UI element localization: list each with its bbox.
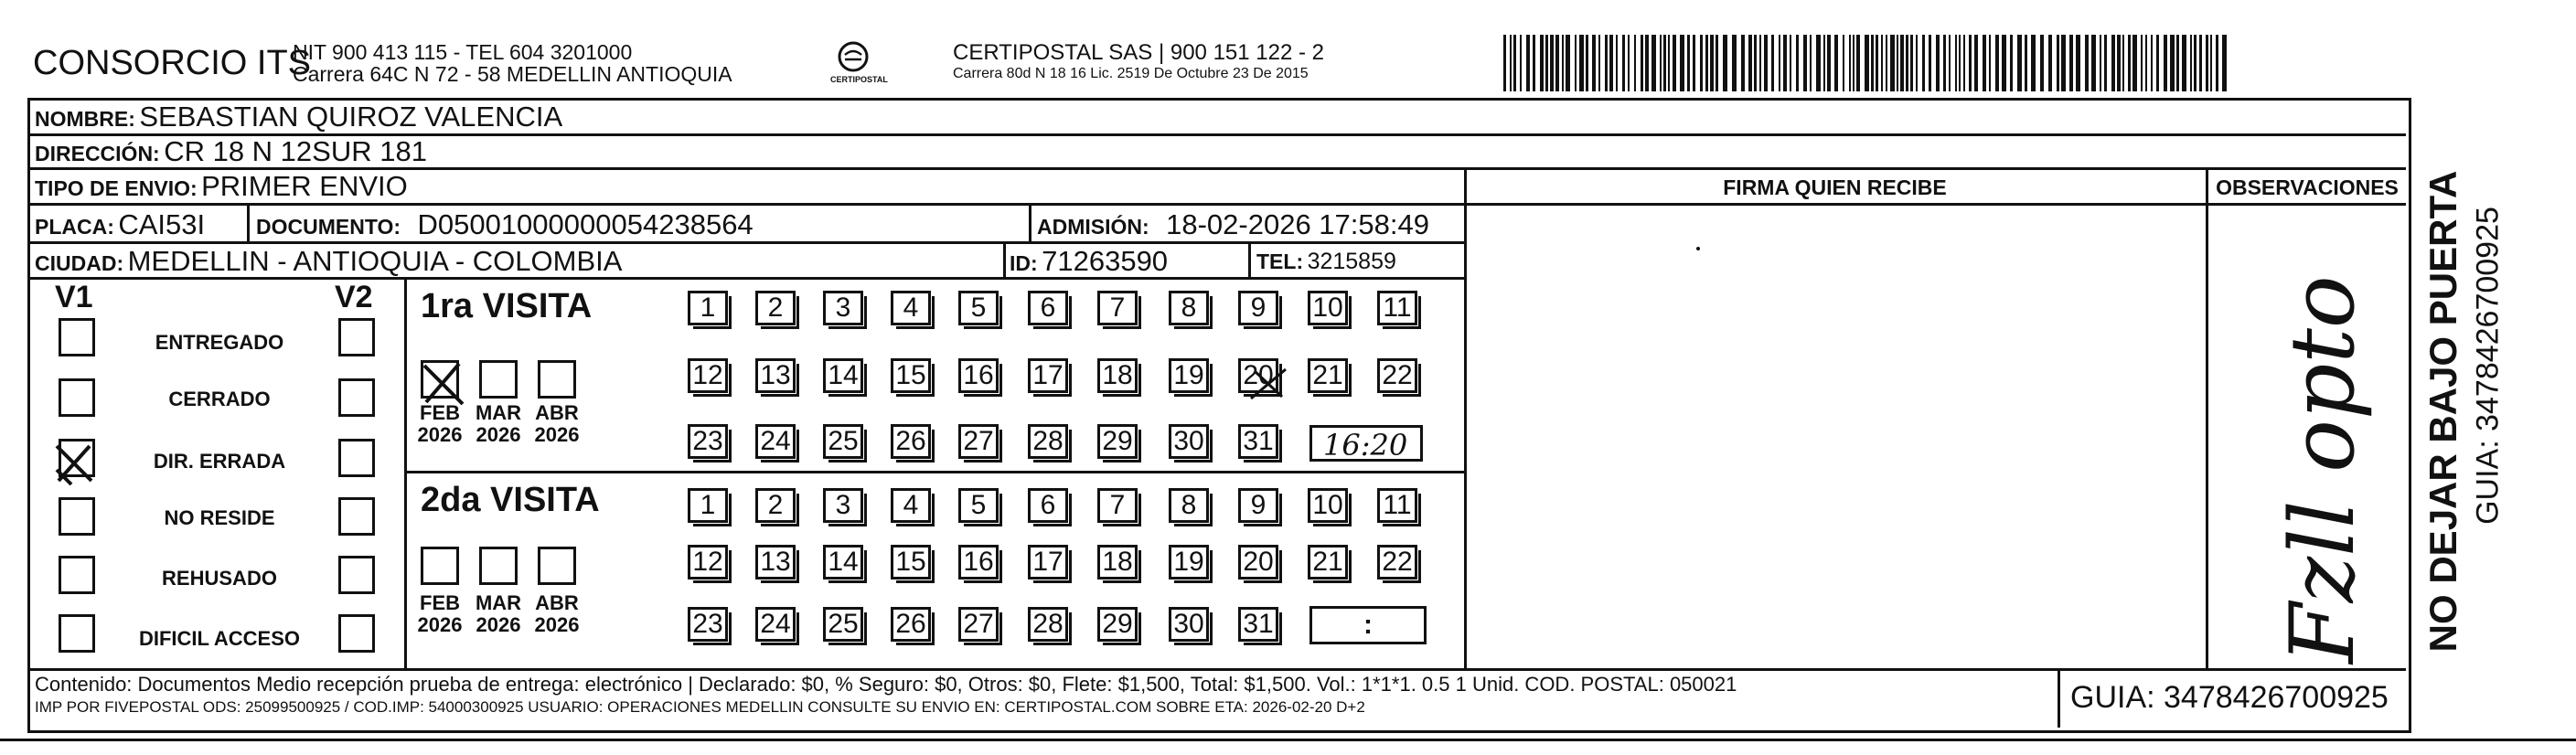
barcode-bar <box>2164 35 2167 91</box>
barcode-bar <box>1779 35 1780 91</box>
day-box[interactable]: 5 <box>958 488 999 523</box>
barcode-bar <box>2031 35 2036 91</box>
nombre-value: SEBASTIAN QUIROZ VALENCIA <box>139 101 563 133</box>
day-box[interactable]: 1 <box>688 488 728 523</box>
v1-checkbox[interactable] <box>59 378 95 417</box>
day-box[interactable]: 30 <box>1169 424 1209 459</box>
barcode-bar <box>2017 35 2022 91</box>
status-label: DIFICIL ACCESO <box>138 627 300 650</box>
barcode-bar <box>2156 35 2159 91</box>
day-box[interactable]: 21 <box>1308 545 1348 580</box>
year-label: 2026 <box>476 423 521 446</box>
v1-checkbox[interactable] <box>59 497 95 536</box>
barcode-bar <box>1853 35 1855 91</box>
barcode-bar <box>1983 35 1986 91</box>
day-box[interactable]: 5 <box>958 291 999 325</box>
day-box[interactable]: 29 <box>1097 424 1138 459</box>
v2-checkbox[interactable] <box>338 614 375 653</box>
tel-label: TEL: <box>1256 250 1304 273</box>
day-box[interactable]: 11 <box>1377 488 1417 523</box>
barcode-bar <box>1605 35 1608 91</box>
day-box[interactable]: 9 <box>1238 291 1278 325</box>
day-box[interactable]: 29 <box>1097 607 1138 642</box>
barcode-bar <box>1943 35 1946 91</box>
firma-header: FIRMA QUIEN RECIBE <box>1723 175 1947 199</box>
year-label: 2026 <box>534 423 580 446</box>
day-box[interactable]: 23 <box>688 424 728 459</box>
barcode-bar <box>2025 35 2027 91</box>
barcode-bar <box>1865 35 1869 91</box>
status-label: DIR. ERRADA <box>153 450 286 473</box>
barcode-bar <box>2117 35 2121 91</box>
barcode-bar <box>1783 35 1787 91</box>
barcode-bar <box>1827 35 1831 91</box>
id-value: 71263590 <box>1042 245 1169 277</box>
barcode-bar <box>1598 35 1600 91</box>
year-label: 2026 <box>417 613 463 636</box>
month-label: FEB <box>420 591 460 614</box>
barcode-bar <box>2151 35 2153 91</box>
admision-label: ADMISIÓN: <box>1037 215 1149 239</box>
day-box[interactable]: 16 <box>958 358 999 393</box>
day-box[interactable]: 6 <box>1028 291 1068 325</box>
barcode-bar <box>1616 35 1618 91</box>
barcode-bar <box>2076 35 2080 91</box>
month-label: MAR <box>475 591 522 614</box>
year-label: 2026 <box>534 613 580 636</box>
day-box[interactable]: 24 <box>755 424 796 459</box>
v2-checkbox[interactable] <box>338 318 375 356</box>
day-box[interactable]: 2 <box>755 291 796 325</box>
barcode-bar <box>1741 35 1745 91</box>
documento-value: D05001000000054238564 <box>417 208 754 240</box>
barcode-bar <box>1969 35 1972 91</box>
barcode-bar <box>2141 35 2143 91</box>
barcode-bar <box>2048 35 2052 91</box>
barcode-bar <box>1881 35 1883 91</box>
guia-rotated: GUIA: 3478426700925 <box>2470 207 2506 525</box>
barcode-bar <box>1796 35 1799 91</box>
barcode-bar <box>1916 35 1918 91</box>
month-checkbox[interactable] <box>479 360 518 399</box>
day-box[interactable]: 3 <box>823 291 863 325</box>
barcode-bar <box>1668 35 1670 91</box>
day-box[interactable]: 17 <box>1028 358 1068 393</box>
barcode-bar <box>1897 35 1898 91</box>
month-label: MAR <box>475 401 522 424</box>
barcode-bar <box>2069 35 2073 91</box>
v2-checkbox[interactable] <box>338 439 375 477</box>
month-label: ABR <box>535 591 579 614</box>
v1-label: V1 <box>55 280 93 314</box>
barcode-bar <box>1849 35 1851 91</box>
day-box[interactable]: 4 <box>891 291 931 325</box>
barcode-bar <box>1700 35 1703 91</box>
day-box[interactable]: 9 <box>1238 488 1278 523</box>
day-box[interactable]: 11 <box>1377 291 1417 325</box>
barcode-bar <box>1628 35 1630 91</box>
footer-guia: GUIA: 3478426700925 <box>2070 680 2389 715</box>
barcode-bar <box>2061 35 2066 91</box>
barcode-bar <box>1545 35 1548 91</box>
barcode-bar <box>2100 35 2101 91</box>
footer-line1: Contenido: Documentos Medio recepción prueba de entrega: electrónico | Declarado: $0, % Seguro: $0, Otros: $0, Flete: $1,500, Total: $1,500. Vol.: 1*1*1. 0.5 1 Unid. COD. POSTAL: 050021 <box>35 673 1737 696</box>
barcode-bar <box>1513 35 1516 91</box>
v1-checkbox[interactable] <box>59 556 95 594</box>
barcode-bar <box>1963 35 1965 91</box>
year-label: 2026 <box>417 423 463 446</box>
status-label: ENTREGADO <box>155 331 284 354</box>
barcode-bar <box>1645 35 1649 91</box>
day-box[interactable]: 3 <box>823 488 863 523</box>
barcode-bar <box>1929 35 1931 91</box>
first-visit-time: 16:20 <box>1323 428 1408 463</box>
barcode-bar <box>2111 35 2115 91</box>
direccion-label: DIRECCIÓN: <box>35 142 160 165</box>
id-label: ID: <box>1010 251 1038 275</box>
barcode-bar <box>1710 35 1714 91</box>
day-box[interactable]: 19 <box>1169 545 1209 580</box>
certipostal-line1: CERTIPOSTAL SAS | 900 151 122 - 2 <box>953 40 1324 65</box>
admision-value: 18-02-2026 17:58:49 <box>1166 208 1429 240</box>
day-box[interactable]: 8 <box>1169 488 1209 523</box>
barcode-bar <box>1856 35 1860 91</box>
barcode-bar <box>1609 35 1613 91</box>
barcode-bar <box>1673 35 1676 91</box>
barcode-bar <box>1562 35 1564 91</box>
barcode-bar <box>1693 35 1695 91</box>
company-name: CONSORCIO ITS <box>33 44 312 82</box>
barcode-bar <box>1663 35 1666 91</box>
nit-line: NIT 900 413 115 - TEL 604 3201000 <box>293 40 633 64</box>
day-box[interactable]: 30 <box>1169 607 1209 642</box>
observaciones-header: OBSERVACIONES <box>2216 175 2399 199</box>
barcode-bar <box>2216 35 2218 91</box>
barcode-bar <box>2104 35 2107 91</box>
v2-checkbox[interactable] <box>338 378 375 417</box>
checkmark-dir-errada-icon <box>53 442 99 491</box>
barcode-bar <box>1550 35 1554 91</box>
day-box[interactable]: 18 <box>1097 545 1138 580</box>
ciudad-value: MEDELLIN - ANTIOQUIA - COLOMBIA <box>127 245 623 277</box>
barcode-bar <box>2091 35 2096 91</box>
barcode-bar <box>1803 35 1807 91</box>
second-visit-time-box[interactable] <box>1309 606 1427 644</box>
barcode-bar <box>1510 35 1512 91</box>
tipo-envio-value: PRIMER ENVIO <box>201 170 408 202</box>
barcode-bar <box>2190 35 2192 91</box>
barcode-bar <box>1936 35 1940 91</box>
day-20-strike-icon <box>1245 364 1291 409</box>
day-box[interactable]: 2 <box>755 488 796 523</box>
barcode-bar <box>1634 35 1636 91</box>
tel-value: 3215859 <box>1307 249 1396 274</box>
barcode-bar <box>1974 35 1978 91</box>
barcode-bar <box>1816 35 1821 91</box>
day-box[interactable]: 24 <box>755 607 796 642</box>
barcode-bar <box>2194 35 2197 91</box>
barcode-bar <box>1526 35 1530 91</box>
day-box[interactable]: 25 <box>823 607 863 642</box>
day-box[interactable]: 7 <box>1097 488 1138 523</box>
day-box[interactable]: 20 <box>1238 358 1278 393</box>
day-box[interactable]: 26 <box>891 424 931 459</box>
barcode-bar <box>1723 35 1727 91</box>
barcode-bar <box>1949 35 1951 91</box>
barcode-bar <box>2176 35 2179 91</box>
barcode-bar <box>2010 35 2013 91</box>
day-box[interactable]: 1 <box>688 291 728 325</box>
day-box[interactable]: 22 <box>1377 358 1417 393</box>
barcode-bar <box>1843 35 1844 91</box>
barcode-bar <box>1790 35 1791 91</box>
barcode-bar <box>1823 35 1825 91</box>
barcode-bar <box>2206 35 2208 91</box>
day-box[interactable]: 12 <box>688 545 728 580</box>
month-checkbox[interactable] <box>538 547 576 585</box>
v1-checkbox[interactable] <box>59 318 95 356</box>
placa-value: CAI53I <box>118 208 206 240</box>
day-box[interactable]: 12 <box>688 358 728 393</box>
day-box[interactable]: 27 <box>958 424 999 459</box>
ciudad-label: CIUDAD: <box>35 251 124 275</box>
first-visit-title: 1ra VISITA <box>421 287 593 325</box>
barcode-bar <box>1641 35 1643 91</box>
barcode-bar <box>1810 35 1812 91</box>
day-box[interactable]: 22 <box>1377 545 1417 580</box>
v1-checkbox[interactable] <box>59 614 95 653</box>
day-box[interactable]: 28 <box>1028 607 1068 642</box>
nombre-label: NOMBRE: <box>35 107 135 131</box>
no-dejar-notice: NO DEJAR BAJO PUERTA <box>2421 170 2464 653</box>
barcode-bar <box>1540 35 1544 91</box>
placa-label: PLACA: <box>35 215 114 239</box>
barcode-bar <box>1764 35 1768 91</box>
logo-caption: CERTIPOSTAL <box>830 75 888 84</box>
day-box[interactable]: 13 <box>755 358 796 393</box>
status-label: NO RESIDE <box>164 506 275 529</box>
day-box[interactable]: 18 <box>1097 358 1138 393</box>
barcode-bar <box>1890 35 1895 91</box>
status-label: CERRADO <box>168 388 271 410</box>
day-box[interactable]: 16 <box>958 545 999 580</box>
day-box[interactable]: 15 <box>891 358 931 393</box>
barcode-bar <box>1922 35 1925 91</box>
day-box[interactable]: 13 <box>755 545 796 580</box>
month-checkbox[interactable] <box>479 547 518 585</box>
barcode-bar <box>1651 35 1656 91</box>
barcode-bar <box>2122 35 2124 91</box>
barcode-bar <box>2057 35 2059 91</box>
barcode-bar <box>2040 35 2044 91</box>
barcode-bar <box>2002 35 2006 91</box>
documento-label: DOCUMENTO: <box>256 215 401 239</box>
barcode-bar <box>1520 35 1522 91</box>
barcode-bar <box>2128 35 2131 91</box>
barcode-bar <box>1660 35 1662 91</box>
certipostal-line2: Carrera 80d N 18 16 Lic. 2519 De Octubre 23 De 2015 <box>953 66 1309 81</box>
checkmark-feb-icon <box>419 360 474 416</box>
barcode-bar <box>2170 35 2175 91</box>
barcode-bar <box>1871 35 1874 91</box>
year-label: 2026 <box>476 613 521 636</box>
day-box[interactable]: 28 <box>1028 424 1068 459</box>
day-box[interactable]: 8 <box>1169 291 1209 325</box>
day-box[interactable]: 6 <box>1028 488 1068 523</box>
barcode-bar <box>1575 35 1577 91</box>
tipo-envio-label: TIPO DE ENVIO: <box>35 176 198 200</box>
status-label: REHUSADO <box>162 567 277 590</box>
barcode-bar <box>2222 35 2227 91</box>
barcode-bar <box>1503 35 1506 91</box>
second-visit-time: : <box>1363 610 1373 640</box>
day-box[interactable]: 21 <box>1308 358 1348 393</box>
day-box[interactable]: 14 <box>823 545 863 580</box>
barcode-bar <box>1732 35 1737 91</box>
signature: Fzll opto <box>2271 275 2374 664</box>
barcode-bar <box>1687 35 1690 91</box>
barcode-bar <box>1900 35 1904 91</box>
barcode-bar <box>1955 35 1957 91</box>
footer-line2: IMP POR FIVEPOSTAL ODS: 25099500925 / COD.IMP: 54000300925 USUARIO: OPERACIONES MEDELLIN CONSULTE SU ENVIO EN: CERTIPOSTAL.COM SOBRE ETA: 2026-02-20 D+2 <box>35 698 1365 716</box>
barcode-bar <box>1995 35 1999 91</box>
barcode-bar <box>1705 35 1708 91</box>
day-box[interactable]: 14 <box>823 358 863 393</box>
barcode-bar <box>1748 35 1752 91</box>
day-box[interactable]: 10 <box>1308 488 1348 523</box>
day-box[interactable]: 20 <box>1238 545 1278 580</box>
second-visit-title: 2da VISITA <box>421 481 600 519</box>
barcode-bar <box>1834 35 1838 91</box>
direccion-value: CR 18 N 12SUR 181 <box>164 135 427 167</box>
month-label: ABR <box>535 401 579 424</box>
barcode-bar <box>2132 35 2137 91</box>
day-box[interactable]: 10 <box>1308 291 1348 325</box>
barcode-bar <box>1680 35 1684 91</box>
day-box[interactable]: 23 <box>688 607 728 642</box>
barcode-bar <box>1555 35 1559 91</box>
barcode-bar <box>1579 35 1584 91</box>
day-box[interactable]: 15 <box>891 545 931 580</box>
month-checkbox[interactable] <box>421 547 459 585</box>
day-box[interactable]: 27 <box>958 607 999 642</box>
v2-checkbox[interactable] <box>338 556 375 594</box>
month-checkbox[interactable] <box>538 360 576 399</box>
day-box[interactable]: 19 <box>1169 358 1209 393</box>
day-box[interactable]: 7 <box>1097 291 1138 325</box>
barcode-bar <box>1716 35 1718 91</box>
barcode-bar <box>1906 35 1908 91</box>
barcode-bar <box>2199 35 2202 91</box>
barcode-bar <box>1622 35 1625 91</box>
v2-label: V2 <box>335 280 373 314</box>
barcode-bar <box>1910 35 1913 91</box>
barcode-bar <box>1886 35 1887 91</box>
barcode-bar <box>1533 35 1535 91</box>
barcode-bar <box>1566 35 1570 91</box>
month-label: FEB <box>420 401 460 424</box>
day-box[interactable]: 31 <box>1238 424 1278 459</box>
day-box[interactable]: 31 <box>1238 607 1278 642</box>
day-box[interactable]: 4 <box>891 488 931 523</box>
barcode-bar <box>1754 35 1757 91</box>
barcode-bar <box>2145 35 2147 91</box>
barcode-bar <box>1959 35 1961 91</box>
day-box[interactable]: 26 <box>891 607 931 642</box>
barcode-bar <box>2182 35 2186 91</box>
barcode-bar <box>1989 35 1991 91</box>
certipostal-logo-icon <box>821 35 885 93</box>
barcode-bar <box>1592 35 1596 91</box>
barcode-bar <box>1759 35 1761 91</box>
barcode-bar <box>1586 35 1588 91</box>
barcode-bar <box>2085 35 2089 91</box>
address-line: Carrera 64C N 72 - 58 MEDELLIN ANTIOQUIA <box>293 62 732 86</box>
barcode-bar <box>1876 35 1878 91</box>
first-visit-time-box[interactable] <box>1309 425 1423 462</box>
barcode-bar <box>1771 35 1774 91</box>
barcode <box>1502 35 2231 91</box>
v2-checkbox[interactable] <box>338 497 375 536</box>
day-box[interactable]: 25 <box>823 424 863 459</box>
barcode-bar <box>2210 35 2212 91</box>
day-box[interactable]: 17 <box>1028 545 1068 580</box>
